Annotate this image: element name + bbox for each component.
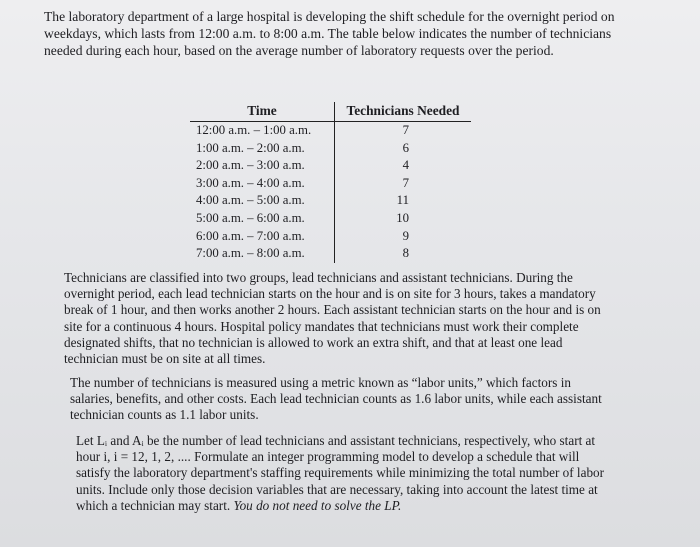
needed-cell: 7 [335,175,472,193]
time-cell: 3:00 a.m. – 4:00 a.m. [196,175,305,190]
table-row [190,245,471,263]
time-cell: 1:00 a.m. – 2:00 a.m. [196,140,305,155]
table-row [190,228,471,246]
time-cell: 4:00 a.m. – 5:00 a.m. [196,193,305,208]
task-paragraph [76,433,606,514]
needed-cell: 9 [335,228,472,246]
needed-cell: 4 [335,157,472,175]
technicians-needed-column-header: Technicians Needed [335,102,472,122]
needed-cell: 7 [335,122,472,140]
needed-cell: 8 [335,245,472,263]
table-row [190,157,471,175]
time-cell: 12:00 a.m. – 1:00 a.m. [196,123,312,137]
technician-schedule-table [190,102,471,263]
table-row [190,210,471,228]
task-note: You do not need to solve the LP. [233,497,402,513]
time-cell: 7:00 a.m. – 8:00 a.m. [196,246,305,261]
needed-cell: 11 [335,192,472,210]
time-cell: 2:00 a.m. – 3:00 a.m. [196,158,305,173]
table-row [190,122,471,140]
labor-units-paragraph: The number of technicians is measured using a metric known as “labor units,” which factors in salaries, benefits, and other costs. Each lead technician counts as 1.6 labor units, while each assistant technician counts as 1.1 labor units. [70,375,602,423]
needed-cell: 6 [335,140,472,158]
time-cell: 5:00 a.m. – 6:00 a.m. [196,210,305,225]
table-row [190,175,471,193]
time-column-header: Time [190,102,335,122]
task-text: Let Lᵢ and Aᵢ be the number of lead technicians and assistant technicians, respectively, who start at hour i, i = 12, 1, 2, .... Formulate an integer programming model to develop a schedule that will satisfy the laboratory department's staffing requirements while minimizing the total number of labor units. Include only those decision variables that are necessary, taking into account the latest time at which a technician may start. [76,433,605,513]
technician-groups-paragraph: Technicians are classified into two groups, lead technicians and assistant technicians. During the overnight period, each lead technician starts on the hour and is on site for 3 hours, takes a mandatory break of 1 hour, and then works another 2 hours. Each assistant technician starts on the hour and is on site for a continuous 4 hours. Hospital policy mandates that technicians must work their complete designated shifts, that no technician is allowed to work an extra shift, and that at least one lead technician must be on site at all times. [64,270,601,367]
table-row [190,140,471,158]
intro-paragraph: The laboratory department of a large hospital is developing the shift schedule for the overnight period on weekdays, which lasts from 12:00 a.m. to 8:00 a.m. The table below indicates the number of technicians needed during each hour, based on the average number of laboratory requests over the period. [44,9,615,58]
table-row [190,192,471,210]
needed-cell: 10 [335,210,472,228]
time-cell: 6:00 a.m. – 7:00 a.m. [196,228,305,243]
table-header-row [190,102,471,122]
